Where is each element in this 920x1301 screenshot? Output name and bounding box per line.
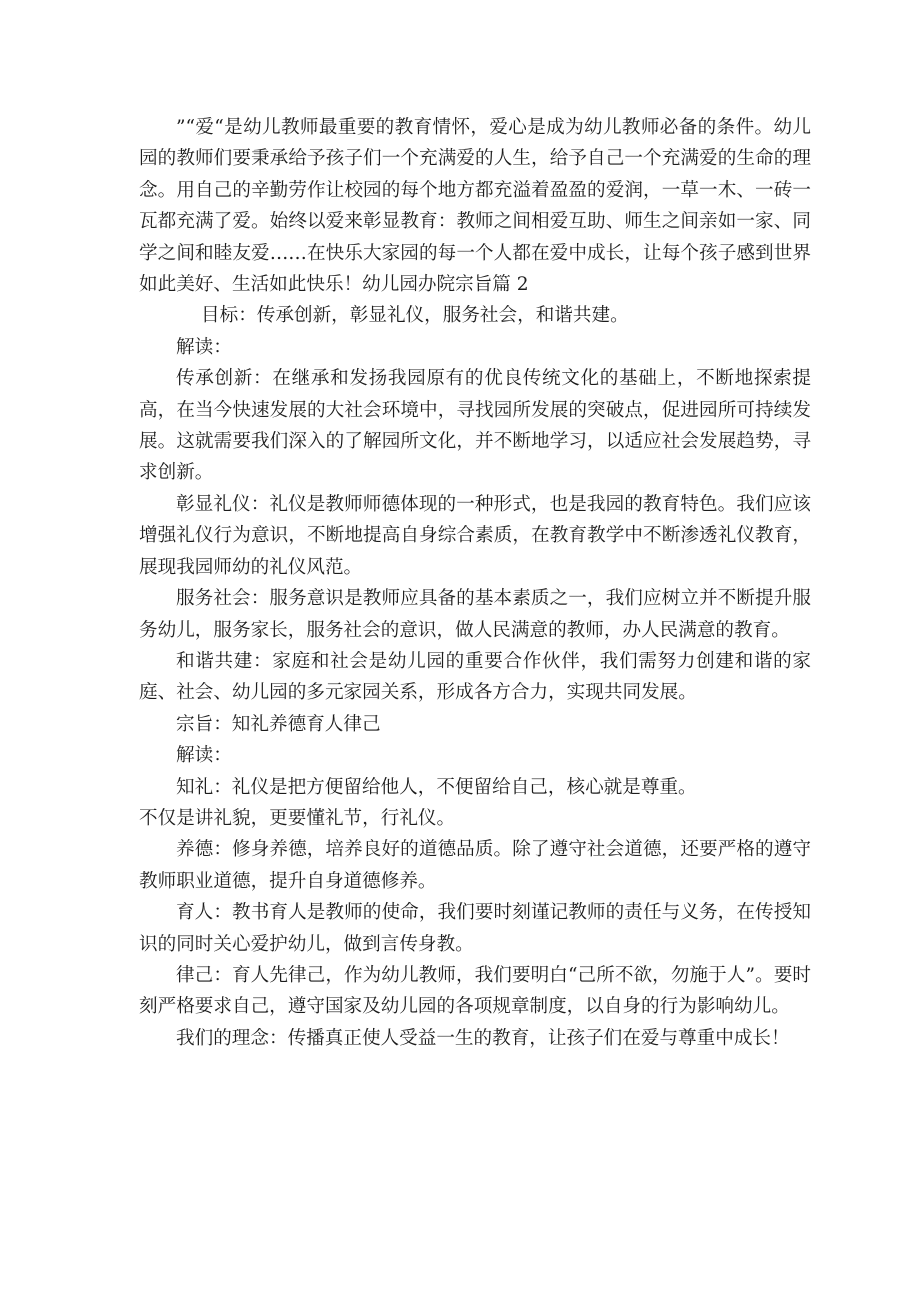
paragraph-self-discipline: 律己：育人先律己，作为幼儿教师，我们要明白“己所不欲，勿施于人”。要时刻严格要求自己，遵守国家及幼儿园的各项规章制度，以自身的行为影响幼儿。 bbox=[139, 964, 811, 1018]
paragraph-inherit-innovate: 传承创新：在继承和发扬我园原有的优良传统文化的基础上，不断地探索提高，在当今快速发展的大社会环境中，寻找园所发展的突破点，促进园所可持续发展。这就需要我们深入的了解园所文化，并不断地学习，以适应社会发展趋势，寻求创新。 bbox=[139, 368, 811, 484]
paragraph-interpretation-heading-2: 解读： bbox=[176, 745, 232, 767]
paragraph-manners: 不仅是讲礼貌，更要懂礼节，行礼仪。 bbox=[139, 807, 456, 829]
paragraph-know-etiquette: 知礼：礼仪是把方便留给他人，不便留给自己，核心就是尊重。 bbox=[176, 776, 697, 798]
paragraph-goal: 目标：传承创新，彰显礼仪，服务社会，和谐共建。 bbox=[201, 305, 629, 327]
paragraph-serve-society: 服务社会：服务意识是教师应具备的基本素质之一，我们应树立并不断提升服务幼儿，服务家长，服务社会的意识，做人民满意的教师，办人民满意的教育。 bbox=[139, 588, 811, 641]
paragraph-harmony: 和谐共建：家庭和社会是幼儿园的重要合作伙伴，我们需努力创建和谐的家庭、社会、幼儿园的多元家园关系，形成各方合力，实现共同发展。 bbox=[139, 650, 811, 704]
paragraph-educate: 育人：教书育人是教师的使命，我们要时刻谨记教师的责任与义务，在传授知识的同时关心爱护幼儿，做到言传身教。 bbox=[139, 902, 811, 955]
paragraph-philosophy: 我们的理念：传播真正使人受益一生的教育，让孩子们在爱与尊重中成长！ bbox=[176, 1027, 790, 1049]
paragraph-tenet: 宗旨：知礼养德育人律己 bbox=[176, 713, 381, 735]
paragraph-cultivate-virtue: 养德：修身养德，培养良好的道德品质。除了遵守社会道德，还要严格的遵守教师职业道德，提升自身道德修养。 bbox=[139, 839, 811, 892]
paragraph-etiquette: 彰显礼仪：礼仪是教师师德体现的一种形式，也是我园的教育特色。我们应该增强礼仪行为意识，不断地提高自身综合素质，在教育教学中不断渗透礼仪教育，展现我园师幼的礼仪风范。 bbox=[139, 493, 811, 578]
paragraph-love-education: ”“爱“是幼儿教师最重要的教育情怀，爱心是成为幼儿教师必备的条件。幼儿园的教师们要秉承给予孩子们一个充满爱的人生，给予自己一个充满爱的生命的理念。用自己的辛勤劳作让校园的每个地方都充溢着盈盈的爱润，一草一木、一砖一瓦都充满了爱。始终以爱来彰显教育：教师之间相爱互助、师生之间亲如一家、同学之间和睦友爱……在快乐大家园的每一个人都在爱中成长，让每个孩子感到世界如此美好、生活如此快乐！幼儿园办院宗旨篇 2 bbox=[139, 117, 811, 296]
document-body bbox=[139, 112, 811, 1054]
paragraph-interpretation-heading: 解读： bbox=[176, 336, 232, 358]
